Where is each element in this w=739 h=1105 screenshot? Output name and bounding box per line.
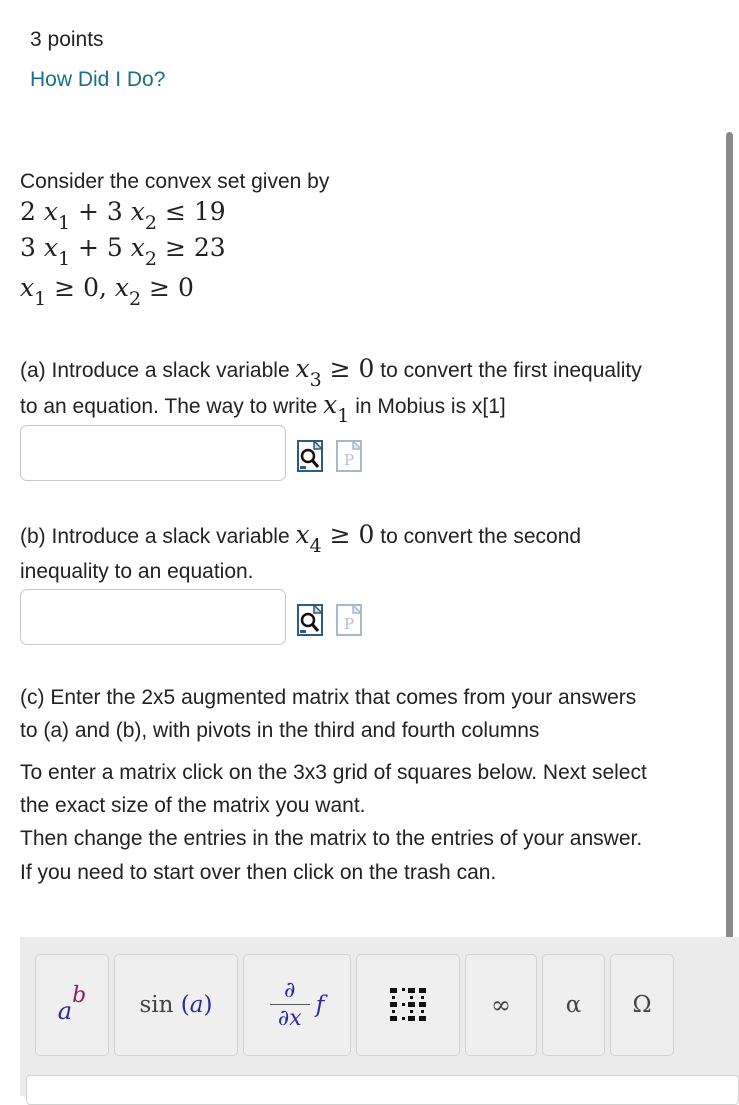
part-b-answer-input[interactable] [20, 589, 286, 645]
part-c-line-3: To enter a matrix click on the 3x3 grid of squares below. Next select [20, 761, 647, 784]
superscript-base: a [57, 997, 73, 1025]
greek-uppercase-button[interactable] [610, 954, 674, 1056]
part-c-line-2: to (a) and (b), with pivots in the third and fourth columns [20, 719, 540, 742]
omega-icon: Ω [632, 992, 652, 1018]
part-b-line-1: (b) Introduce a slack variable $x_4 \ge 0$ to convert the second [20, 520, 582, 557]
sin-label: sin [139, 992, 174, 1018]
syntax-help-icon[interactable] [336, 440, 362, 472]
scrollbar[interactable] [726, 132, 733, 968]
part-a-answer-input[interactable] [20, 425, 286, 481]
superscript-exponent: b [72, 982, 87, 1008]
part-c-line-5: Then change the entries in the matrix to the entries of your answer. [20, 827, 643, 850]
part-c-line-4: the exact size of the matrix you want. [20, 794, 366, 817]
math-editor-input[interactable] [26, 1075, 739, 1105]
greek-lowercase-button[interactable] [542, 954, 605, 1056]
infinity-icon: ∞ [491, 991, 511, 1019]
constraint-2: 3 $x_1 + 5$ $x_2 \ge 23$ [20, 233, 226, 270]
alpha-icon: α [565, 992, 582, 1018]
preview-icon[interactable] [297, 604, 323, 636]
svg-text:P: P [344, 615, 355, 633]
derivative-function: f [315, 992, 325, 1018]
function-button[interactable]: sin (a) [114, 954, 238, 1056]
part-c-line-1: (c) Enter the 2x5 augmented matrix that comes from your answers [20, 686, 637, 709]
superscript-button[interactable] [35, 954, 109, 1056]
part-a-line-1: (a) Introduce a slack variable $x_3 \ge 0$ to convert the first inequality [20, 354, 642, 391]
svg-text:P: P [344, 451, 355, 469]
infinity-button[interactable] [465, 954, 537, 1056]
math-editor-toolbar [20, 937, 739, 1096]
points-label: 3 points [30, 28, 104, 51]
part-b-line-2: inequality to an equation. [20, 560, 254, 583]
matrix-grid-button[interactable] [356, 954, 460, 1056]
derivative-denominator: ∂x [277, 1005, 302, 1031]
matrix-grid-icon [388, 985, 428, 1025]
nonnegativity-constraints: $x_1 \ge 0$, $x_2 \ge 0$ [20, 273, 194, 310]
part-a-line-2: to an equation. The way to write $x_1$ in Mobius is x[1] [20, 390, 506, 427]
problem-intro: Consider the convex set given by [20, 170, 330, 193]
syntax-help-icon[interactable] [336, 604, 362, 636]
preview-icon[interactable] [297, 440, 323, 472]
derivative-button[interactable] [243, 954, 351, 1056]
derivative-numerator: ∂ [284, 977, 296, 1003]
part-c-line-6: If you need to start over then click on the trash can. [20, 861, 497, 884]
how-did-i-do-link[interactable]: How Did I Do? [30, 68, 166, 91]
constraint-1: 2 $x_1 + 3$ $x_2 \le 19$ [20, 197, 226, 234]
